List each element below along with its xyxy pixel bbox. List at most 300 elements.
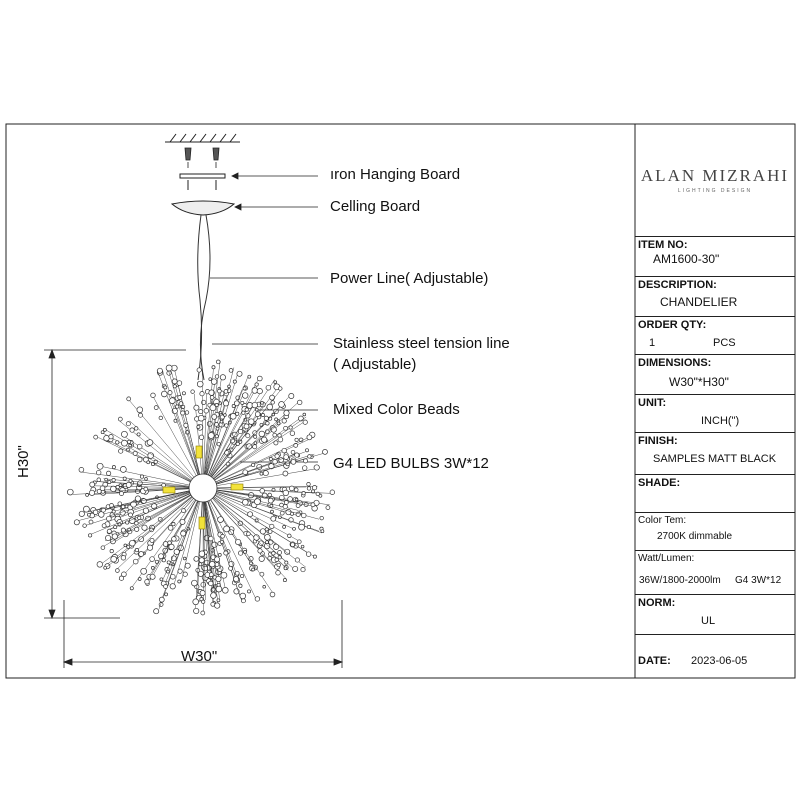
spec-value-item-no: AM1600-30": [653, 252, 720, 266]
chandelier-bead: [118, 417, 122, 421]
chandelier-bead: [164, 585, 168, 589]
chandelier-bead: [199, 435, 204, 440]
spec-label-item-no: ITEM NO:: [638, 239, 688, 251]
chandelier-bead: [267, 404, 273, 410]
chandelier-bead: [282, 419, 286, 423]
chandelier-bead: [128, 528, 131, 531]
chandelier-bead: [182, 509, 186, 513]
chandelier-bead: [275, 418, 278, 421]
chandelier-bead: [104, 435, 110, 441]
chandelier-bead: [255, 597, 260, 602]
chandelier-bead: [121, 505, 125, 509]
spec-label-norm: NORM:: [638, 597, 676, 609]
chandelier-bead: [273, 544, 278, 549]
chandelier-bead: [112, 534, 117, 539]
chandelier-bead: [302, 513, 307, 518]
spec-label-finish: FINISH:: [638, 435, 678, 447]
chandelier-bead: [126, 521, 129, 524]
chandelier-bead: [212, 366, 215, 369]
chandelier-bead: [238, 429, 242, 433]
brand-tagline: LIGHTING DESIGN: [677, 188, 753, 194]
chandelier-bead: [291, 460, 296, 465]
chandelier-bead: [129, 540, 135, 546]
chandelier-bead: [209, 573, 213, 577]
chandelier-bead: [116, 569, 120, 573]
spec-row-shade: [635, 474, 795, 513]
chandelier-bead: [295, 438, 298, 441]
chandelier-bead: [154, 406, 158, 410]
chandelier-bead: [83, 524, 87, 528]
brand-name: ALAN MIZRAHI: [640, 166, 790, 185]
chandelier-bead: [181, 411, 185, 415]
chandelier-bead: [284, 501, 288, 505]
chandelier-bead: [215, 603, 220, 608]
chandelier-bead: [202, 400, 206, 404]
chandelier-bead: [280, 503, 284, 507]
chandelier-bead: [147, 440, 153, 446]
iron-hanging-board: [180, 174, 225, 190]
label-ceiling-board: Celling Board: [330, 198, 421, 215]
spec-value-dimensions: W30"*H30": [669, 375, 729, 389]
chandelier-bead: [254, 442, 257, 445]
chandelier-bead: [259, 541, 264, 546]
chandelier-bead: [162, 483, 166, 487]
chandelier-bead: [107, 516, 112, 521]
chandelier-bead: [210, 396, 214, 400]
chandelier-bead: [260, 572, 264, 576]
spec-row-norm: [635, 594, 795, 635]
chandelier-bead: [137, 457, 142, 462]
chandelier-bead: [158, 517, 162, 521]
spec-label-dimensions: DIMENSIONS:: [638, 357, 712, 369]
chandelier-bead: [264, 416, 268, 420]
chandelier-bead: [112, 478, 115, 481]
chandelier-bead: [278, 437, 283, 442]
chandelier-bead: [112, 466, 115, 469]
chandelier-bead: [166, 365, 172, 371]
chandelier-bead: [104, 566, 107, 569]
chandelier-bead: [254, 435, 257, 438]
chandelier-bead: [313, 555, 316, 558]
chandelier-bead: [218, 553, 221, 556]
chandelier-bead: [222, 587, 228, 593]
chandelier-bead: [114, 526, 117, 529]
chandelier-bead: [133, 559, 138, 564]
chandelier-bead: [278, 434, 282, 438]
chandelier-bead: [170, 574, 175, 579]
chandelier-bead: [307, 487, 311, 491]
chandelier-bead: [268, 530, 272, 534]
chandelier-bead: [105, 478, 108, 481]
spec-row-item-no: [635, 236, 795, 277]
chandelier-bead: [197, 368, 201, 372]
spec-value-date: 2023-06-05: [691, 655, 748, 667]
chandelier-bead: [172, 379, 177, 384]
chandelier-bead: [252, 388, 258, 394]
chandelier-bead: [253, 445, 257, 449]
led-bulb-top: [196, 446, 202, 458]
chandelier-bead: [296, 512, 300, 516]
chandelier-bead: [127, 397, 131, 401]
chandelier-bead: [194, 557, 199, 562]
chandelier-bead: [307, 435, 312, 440]
chandelier-bead: [216, 576, 221, 581]
spec-panel: [635, 124, 795, 678]
chandelier-bead: [169, 544, 174, 549]
chandelier-bead: [316, 492, 320, 496]
chandelier-bead: [126, 422, 130, 426]
chandelier-bead: [138, 578, 141, 581]
chandelier-bead: [150, 574, 155, 579]
chandelier-bead: [162, 559, 165, 562]
chandelier-bead: [150, 538, 154, 542]
chandelier-bead: [110, 549, 113, 552]
chandelier-bead: [106, 505, 110, 509]
chandelier-bead: [274, 441, 278, 445]
chandelier-spoke: [150, 488, 203, 581]
chandelier-bead: [308, 455, 312, 459]
chandelier-bead: [145, 478, 148, 481]
chandelier-bead: [277, 563, 281, 567]
chandelier-bead: [302, 466, 307, 471]
chandelier-bead: [216, 360, 220, 364]
chandelier-bead: [279, 402, 285, 408]
chandelier-bead: [239, 584, 242, 587]
chandelier-bead: [314, 465, 319, 470]
spec-label-color-temp: Color Tem:: [638, 515, 687, 526]
ceiling-hatch: [165, 134, 240, 142]
chandelier-bead: [276, 570, 281, 575]
chandelier-bead: [182, 392, 185, 395]
chandelier-bead: [302, 492, 305, 495]
chandelier-bead: [211, 593, 217, 599]
chandelier-bead: [144, 487, 148, 491]
chandelier-bead: [181, 531, 186, 536]
chandelier-bead: [248, 375, 251, 378]
chandelier-bead: [209, 581, 214, 586]
chandelier-bead: [290, 431, 295, 436]
chandelier-bead: [169, 398, 175, 404]
label-iron-hanging-board: ıron Hanging Board: [330, 166, 461, 183]
chandelier-bead: [151, 393, 156, 398]
spec-value-description: CHANDELIER: [660, 295, 738, 309]
chandelier-bead: [217, 599, 220, 602]
chandelier-bead: [259, 556, 264, 561]
chandelier-bead: [135, 496, 140, 501]
chandelier-bead: [265, 534, 271, 540]
chandelier-bead: [235, 539, 240, 544]
chandelier-bead: [101, 546, 105, 550]
chandelier-bead: [103, 428, 106, 431]
chandelier-bead: [215, 435, 218, 438]
chandelier-bead: [96, 470, 101, 475]
chandelier-bead: [294, 443, 298, 447]
chandelier-bead: [211, 602, 215, 606]
chandelier-bead: [172, 522, 175, 525]
spec-value-color-temp: 2700K dimmable: [657, 531, 733, 542]
chandelier-bead: [134, 427, 138, 431]
chandelier-bead: [79, 467, 84, 472]
chandelier-bead: [161, 391, 167, 397]
spec-value-norm: UL: [701, 615, 716, 627]
chandelier-bead: [192, 580, 198, 586]
spec-row-unit: [635, 394, 795, 433]
chandelier-bead: [147, 461, 150, 464]
chandelier-spoke: [203, 453, 297, 488]
chandelier-spoke: [136, 488, 203, 562]
chandelier-bead: [191, 390, 195, 394]
chandelier-bead: [282, 448, 287, 453]
chandelier-bead: [263, 585, 266, 588]
chandelier-bead: [237, 371, 242, 376]
chandelier-bead: [278, 551, 282, 555]
brand-logo: [635, 124, 795, 236]
label-tension-line: Stainless steel tension line: [333, 335, 510, 352]
label-power-line: Power Line( Adjustable): [330, 270, 489, 287]
chandelier-bead: [112, 510, 115, 513]
spec-row-watt: [635, 550, 795, 595]
chandelier-bead: [139, 552, 144, 557]
chandelier-bead: [247, 590, 250, 593]
chandelier-bead: [183, 557, 186, 560]
chandelier-bead: [216, 586, 222, 592]
chandelier-bead: [215, 403, 218, 406]
chandelier-bead: [257, 376, 262, 381]
chandelier-bead: [235, 571, 239, 575]
chandelier-bead: [288, 497, 293, 502]
chandelier-bead: [323, 449, 328, 454]
chandelier-bead: [330, 490, 335, 495]
chandelier-bead: [168, 541, 172, 545]
chandelier-bead: [255, 408, 258, 411]
chandelier-bead: [284, 455, 289, 460]
chandelier-bead: [284, 567, 287, 570]
chandelier-bead: [277, 422, 280, 425]
chandelier-bead: [284, 410, 289, 415]
chandelier-bead: [165, 593, 168, 596]
chandelier-sphere: [67, 360, 334, 615]
chandelier-bead: [266, 385, 271, 390]
chandelier-bead: [193, 599, 199, 605]
chandelier-bead: [223, 401, 228, 406]
chandelier-bead: [116, 485, 119, 488]
chandelier-bead: [121, 528, 125, 532]
chandelier-bead: [279, 387, 283, 391]
chandelier-bead: [87, 513, 90, 516]
chandelier-bead: [121, 440, 127, 446]
spec-label-date: DATE:: [638, 655, 671, 667]
chandelier-bead: [289, 393, 294, 398]
chandelier-bead: [268, 556, 272, 560]
chandelier-bead: [321, 530, 324, 533]
chandelier-bead: [303, 420, 307, 424]
chandelier-bead: [248, 512, 253, 517]
chandelier-bead: [233, 380, 236, 383]
spec-value-finish: SAMPLES MATT BLACK: [653, 453, 777, 465]
chandelier-bead: [123, 477, 126, 480]
chandelier-bead: [224, 551, 228, 555]
chandelier-bead: [236, 442, 239, 445]
chandelier-bead: [194, 405, 199, 410]
chandelier-bead: [137, 444, 142, 449]
chandelier-bead: [212, 588, 216, 592]
chandelier-bead: [289, 486, 294, 491]
chandelier-bead: [212, 542, 217, 547]
chandelier-bead: [303, 413, 306, 416]
chandelier-bead: [270, 592, 275, 597]
chandelier-bead: [205, 560, 210, 565]
chandelier-bead: [243, 470, 248, 475]
chandelier-bead: [97, 463, 103, 469]
chandelier-bead: [242, 499, 248, 505]
chandelier-bead: [178, 580, 181, 583]
chandelier-bead: [246, 413, 251, 418]
chandelier-bead: [120, 466, 126, 472]
spec-label-unit: UNIT:: [638, 397, 667, 409]
chandelier-bead: [208, 433, 214, 439]
chandelier-bead: [130, 587, 133, 590]
chandelier-bead: [221, 534, 225, 538]
chandelier-bead: [285, 561, 288, 564]
chandelier-bead: [216, 427, 219, 430]
chandelier-bead: [260, 489, 265, 494]
chandelier-bead: [137, 433, 140, 436]
chandelier-bead: [138, 413, 142, 417]
spec-label-shade: SHADE:: [638, 477, 681, 489]
chandelier-bead: [154, 609, 159, 614]
chandelier-bead: [142, 499, 147, 504]
chandelier-bead: [200, 590, 205, 595]
chandelier-bead: [159, 416, 163, 420]
chandelier-bead: [270, 524, 274, 528]
spec-row-color-temp: [635, 512, 795, 551]
spec-value-watt-bulbs: G4 3W*12: [735, 575, 782, 586]
chandelier-bead: [150, 557, 155, 562]
chandelier-bead: [283, 525, 286, 528]
chandelier-bead: [288, 534, 292, 538]
chandelier-bead: [320, 516, 324, 520]
chandelier-bead: [215, 557, 220, 562]
chandelier-bead: [249, 419, 255, 425]
chandelier-bead: [67, 489, 73, 495]
chandelier-bead: [259, 431, 265, 437]
chandelier-bead: [255, 383, 258, 386]
height-label: H30": [15, 445, 32, 478]
chandelier-bead: [230, 413, 236, 419]
chandelier-bead: [283, 471, 288, 476]
chandelier-bead: [154, 460, 157, 463]
spec-label-watt: Watt/Lumen:: [638, 553, 695, 564]
chandelier-bead: [137, 407, 143, 413]
chandelier-bead: [257, 388, 262, 393]
chandelier-bead: [224, 414, 227, 417]
chandelier-bead: [167, 561, 170, 564]
spec-row-finish: [635, 432, 795, 475]
spec-value-watt: 36W/1800-2000lm: [639, 575, 721, 586]
chandelier-bead: [289, 426, 292, 429]
chandelier-bead: [121, 556, 126, 561]
chandelier-bead: [241, 599, 245, 603]
ceiling-canopy: [172, 201, 234, 215]
chandelier-bead: [135, 548, 138, 551]
chandelier-bead: [218, 517, 224, 523]
chandelier-bead: [254, 499, 260, 505]
chandelier-bead: [121, 431, 127, 437]
chandelier-bead: [285, 549, 290, 554]
chandelier-bead: [129, 513, 133, 517]
chandelier-bead: [202, 600, 205, 603]
chandelier-bead: [109, 435, 113, 439]
chandelier-bead: [305, 449, 308, 452]
chandelier-bead: [140, 475, 143, 478]
chandelier-bead: [198, 415, 204, 421]
chandelier-bead: [88, 534, 91, 537]
chandelier-bead: [284, 426, 288, 430]
led-bulb-bottom: [199, 517, 205, 529]
chandelier-bead: [168, 526, 173, 531]
chandelier-bead: [244, 550, 247, 553]
chandelier-bead: [275, 454, 279, 458]
chandelier-bead: [296, 504, 300, 508]
chandelier-bead: [127, 440, 130, 443]
chandelier-bead: [145, 579, 150, 584]
chandelier-bead: [170, 584, 175, 589]
chandelier-bead: [242, 411, 245, 414]
screw-anchor-left: [185, 148, 191, 168]
chandelier-bead: [244, 424, 249, 429]
chandelier-bead: [241, 401, 244, 404]
chandelier-bead: [166, 570, 169, 573]
spec-label-description: DESCRIPTION:: [638, 279, 717, 291]
label-led-bulbs: G4 LED BULBS 3W*12: [333, 455, 489, 472]
chandelier-bead: [301, 567, 305, 571]
chandelier-bead: [111, 556, 117, 562]
chandelier-bead: [220, 375, 225, 380]
chandelier-bead: [258, 549, 262, 553]
chandelier-bead: [220, 540, 223, 543]
chandelier-bead: [141, 568, 147, 574]
chandelier-bead: [270, 504, 273, 507]
chandelier-bead: [283, 579, 286, 582]
spec-label-order-qty: ORDER QTY:: [638, 319, 707, 331]
chandelier-bead: [218, 389, 222, 393]
chandelier-bead: [271, 516, 276, 521]
chandelier-bead: [93, 510, 98, 515]
chandelier-bead: [157, 368, 162, 373]
chandelier-bead: [199, 558, 204, 563]
chandelier-bead: [224, 526, 230, 532]
chandelier-bead: [107, 529, 111, 533]
chandelier-bead: [297, 400, 302, 405]
chandelier-bead: [100, 486, 105, 491]
chandelier-bead: [90, 482, 95, 487]
chandelier-bead: [307, 525, 310, 528]
chandelier-bead: [271, 401, 275, 405]
chandelier-bead: [182, 405, 185, 408]
label-tension-adjustable: ( Adjustable): [333, 356, 417, 373]
chandelier-bead: [164, 386, 167, 389]
chandelier-bead: [265, 528, 268, 531]
chandelier-bead: [89, 520, 93, 524]
chandelier-bead: [201, 611, 205, 615]
chandelier-bead: [228, 385, 231, 388]
chandelier-bead: [200, 392, 204, 396]
screw-anchor-right: [213, 148, 219, 168]
chandelier-bead: [252, 568, 255, 571]
chandelier-bead: [293, 527, 296, 530]
chandelier-bead: [108, 481, 111, 484]
chandelier-bead: [97, 478, 101, 482]
